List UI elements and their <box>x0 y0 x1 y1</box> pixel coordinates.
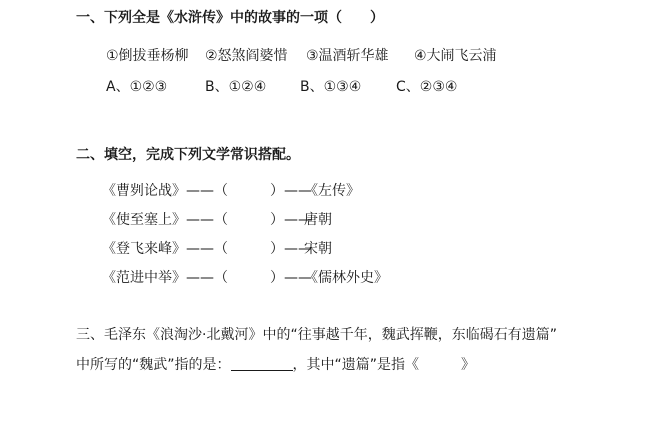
question-3-suffix: ，其中“遗篇”是指《 》 <box>292 357 476 373</box>
match-answer: 《左传》 <box>304 183 360 199</box>
blank-paren: ）—— <box>228 212 312 228</box>
work-title: 《登飞来峰》——（ <box>102 241 228 257</box>
question-2-title: 二、填空，完成下列文学常识搭配。 <box>76 147 300 163</box>
match-answer: 《儒林外史》 <box>304 270 388 286</box>
story-item: ②怒煞阎婆惜 <box>205 48 288 64</box>
option-b1: B、①②④ <box>205 79 267 95</box>
question-3-prompt: 中所写的“魏武”指的是： <box>76 357 231 373</box>
work-title: 《范进中举》——（ <box>102 270 228 286</box>
question-3-line-1: 三、毛泽东《浪淘沙·北戴河》中的“往事越千年，魏武挥鞭，东临碣石有遗篇” <box>76 327 557 343</box>
story-item: ③温酒斩华雄 <box>306 48 389 64</box>
answer-blank[interactable] <box>231 356 293 371</box>
option-c: C、②③④ <box>396 79 458 95</box>
question-3-line-2 <box>76 355 475 375</box>
option-a: A、①②③ <box>106 79 168 95</box>
blank-paren: ）—— <box>228 270 312 286</box>
work-title: 《曹刿论战》——（ <box>102 183 228 199</box>
blank-paren: ）—— <box>228 241 312 257</box>
match-answer: 宋朝 <box>304 241 332 257</box>
option-b2: B、①③④ <box>300 79 362 95</box>
story-item: ①倒拔垂杨柳 <box>106 48 189 64</box>
question-1-title: 一、下列全是《水浒传》中的故事的一项（ ） <box>76 10 384 26</box>
story-item: ④大闹飞云浦 <box>414 48 497 64</box>
match-answer: 唐朝 <box>304 212 332 228</box>
work-title: 《使至塞上》——（ <box>102 212 228 228</box>
blank-paren: ）—— <box>228 183 312 199</box>
